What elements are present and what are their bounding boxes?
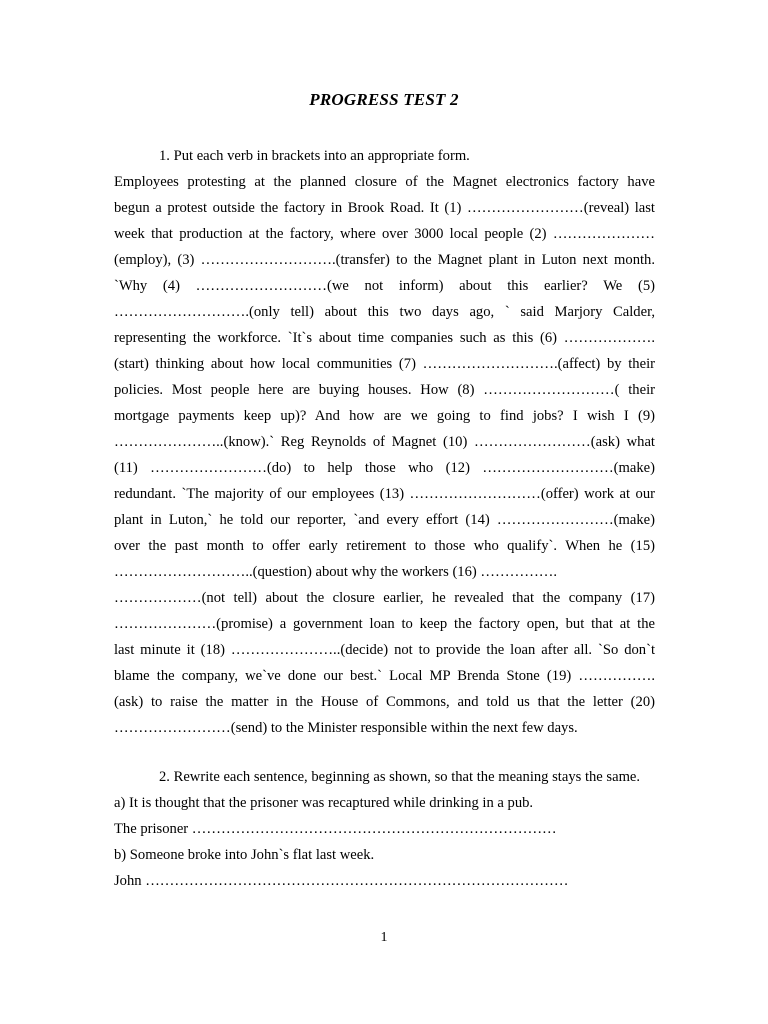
exercise-1-line: mortgage payments keep up)? And how are we going to find jobs? I wish I (9) [114, 408, 655, 424]
exercise-1-line: Employees protesting at the planned closure of the Magnet electronics factory have [114, 174, 655, 190]
exercise-1-line: (employ), (3) ……………………….(transfer) to the Magnet plant in Luton next month. [114, 252, 655, 268]
exercise-2 [114, 764, 655, 894]
exercise-2-sentence: a) It is thought that the prisoner was recaptured while drinking in a pub. [114, 795, 534, 811]
exercise-1-line: ………………(not tell) about the closure earlier, he revealed that the company (17) [114, 590, 655, 606]
exercise-2-instruction: 2. Rewrite each sentence, beginning as shown, so that the meaning stays the same. [159, 769, 641, 785]
exercise-2-sentence: b) Someone broke into John`s flat last week. [114, 847, 375, 863]
exercise-1-line: over the past month to offer early retirement to those who qualify`. When he (15) [114, 538, 655, 554]
exercise-1-line: representing the workforce. `It`s about time companies such as this (6) ………………. [114, 330, 655, 346]
exercise-1-instruction: 1. Put each verb in brackets into an appropriate form. [159, 148, 470, 164]
exercise-1-line: policies. Most people here are buying houses. How (8) ………………………( their [114, 382, 655, 398]
exercise-2-answer-line: The prisoner ………………………………………………………………… [114, 821, 557, 837]
exercise-1-line: ………………………..(question) about why the workers (16) ……………. [114, 564, 558, 580]
exercise-1-line: begun a protest outside the factory in Brook Road. It (1) ……………………(reveal) last [114, 200, 655, 216]
exercise-1-line: redundant. `The majority of our employees (13) ………………………(offer) work at our [114, 486, 655, 502]
exercise-1-line: (ask) to raise the matter in the House of Commons, and told us that the letter (20) [114, 694, 655, 710]
exercise-1-line: last minute it (18) …………………..(decide) not to provide the loan after all. `So don`t [114, 642, 655, 658]
page-title: PROGRESS TEST 2 [309, 90, 459, 109]
exercise-1-line: (start) thinking about how local communities (7) ……………………….(affect) by their [114, 356, 655, 372]
exercise-1-line: ……………………….(only tell) about this two days ago, ` said Marjory Calder, [114, 304, 655, 320]
exercise-1-line: ……………………(send) to the Minister responsible within the next few days. [114, 720, 578, 736]
page-number: 1 [380, 930, 388, 945]
exercise-1-line: `Why (4) ………………………(we not inform) about this earlier? We (5) [114, 278, 655, 294]
exercise-1-line: …………………..(know).` Reg Reynolds of Magnet (10) ……………………(ask) what [114, 434, 655, 450]
exercise-1-line: (11) ……………………(do) to help those who (12) ………………………(make) [114, 460, 655, 476]
exercise-1-line: week that production at the factory, where over 3000 local people (2) ………………… [114, 226, 655, 242]
exercise-1-line: plant in Luton,` he told our reporter, `and every effort (14) ……………………(make) [114, 512, 655, 528]
exercise-1-line: blame the company, we`ve done our best.` Local MP Brenda Stone (19) ……………. [114, 668, 655, 684]
exercise-2-answer-line: John …………………………………………………………………………… [114, 873, 569, 889]
exercise-1-line: …………………(promise) a government loan to keep the factory open, but that at the [114, 616, 655, 632]
exercise-1 [114, 143, 655, 741]
